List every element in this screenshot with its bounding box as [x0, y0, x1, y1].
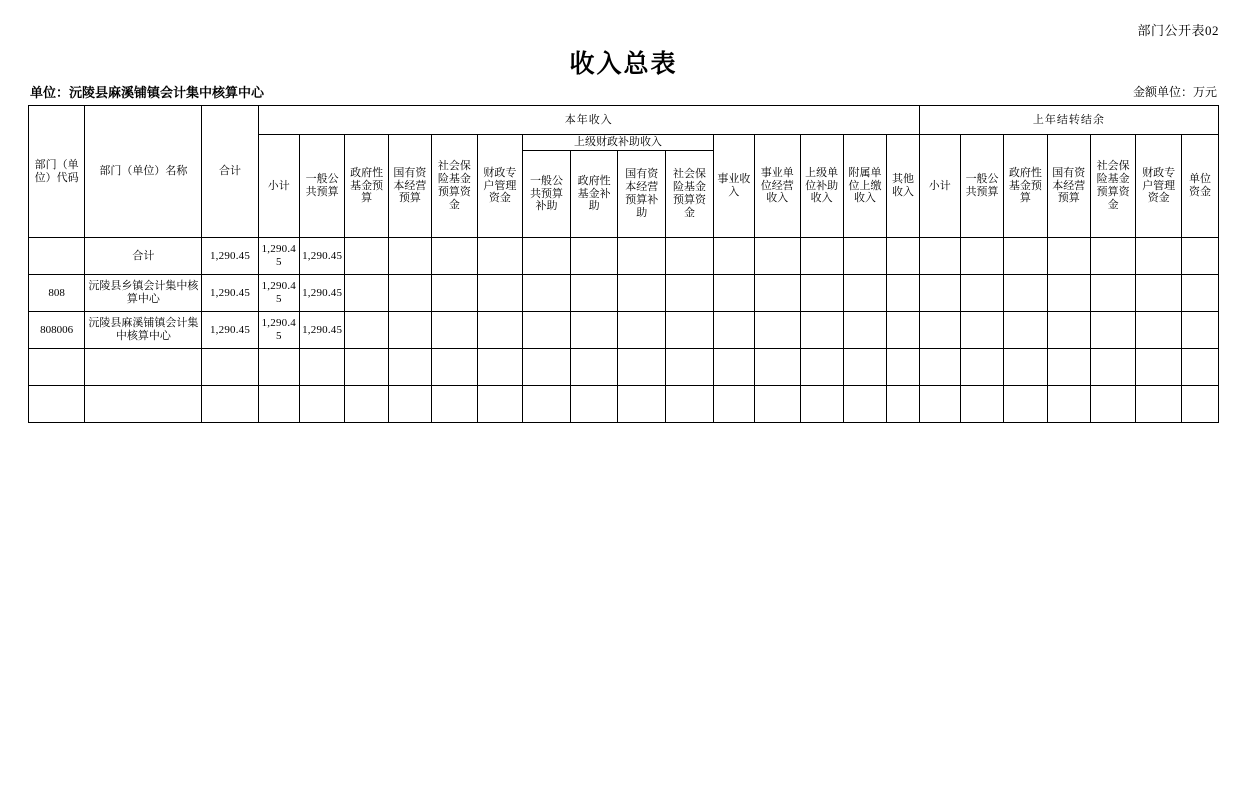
cell-dept-name	[85, 386, 202, 423]
cell-cy-general-budget: 1,290.45	[299, 312, 345, 349]
cell-co-state-capital	[1047, 349, 1090, 386]
header-group-superior-subsidy: 上级财政补助收入	[523, 135, 714, 151]
cell-cy-social-insurance	[432, 238, 478, 275]
cell-ss-gov-fund	[570, 275, 618, 312]
cell-co-general-budget	[960, 275, 1003, 312]
header-cy-state-capital-budget: 国有资本经营预算	[388, 135, 431, 238]
cell-dept-code	[29, 386, 85, 423]
cell-dept-code	[29, 238, 85, 275]
cell-total: 1,290.45	[202, 312, 258, 349]
header-group-carryover: 上年结转结余	[919, 106, 1218, 135]
cell-cy-fiscal-account	[477, 386, 523, 423]
header-cy-fiscal-account-fund: 财政专户管理资金	[477, 135, 523, 238]
income-summary-table	[28, 105, 1219, 423]
cell-affiliated-payment	[843, 275, 886, 312]
cell-business-income	[713, 275, 754, 312]
cell-cy-fiscal-account	[477, 312, 523, 349]
cell-superior-unit-subsidy	[800, 386, 843, 423]
header-cy-business-income: 事业收入	[713, 135, 754, 238]
cell-business-income	[713, 386, 754, 423]
cell-ss-general	[523, 349, 571, 386]
cell-superior-unit-subsidy	[800, 275, 843, 312]
cell-co-unit-fund	[1181, 275, 1218, 312]
cell-cy-gov-fund	[345, 275, 388, 312]
cell-other-income	[887, 349, 920, 386]
header-total: 合计	[202, 106, 258, 238]
header-cy-social-insurance-fund: 社会保险基金预算资金	[432, 135, 478, 238]
cell-ss-state-capital	[618, 312, 666, 349]
cell-cy-state-capital	[388, 238, 431, 275]
cell-ss-gov-fund	[570, 238, 618, 275]
cell-cy-general-budget: 1,290.45	[299, 275, 345, 312]
cell-co-subtotal	[919, 275, 960, 312]
cell-affiliated-payment	[843, 349, 886, 386]
header-cy-affiliated-unit-payment: 附属单位上缴收入	[843, 135, 886, 238]
header-cy-other-income: 其他收入	[887, 135, 920, 238]
cell-cy-gov-fund	[345, 349, 388, 386]
cell-co-general-budget	[960, 349, 1003, 386]
header-co-gov-fund-budget: 政府性基金预算	[1004, 135, 1047, 238]
header-dept-name: 部门（单位）名称	[85, 106, 202, 238]
cell-co-unit-fund	[1181, 349, 1218, 386]
cell-ss-general	[523, 386, 571, 423]
cell-superior-unit-subsidy	[800, 238, 843, 275]
cell-cy-fiscal-account	[477, 349, 523, 386]
cell-ss-gov-fund	[570, 312, 618, 349]
cell-co-gov-fund	[1004, 312, 1047, 349]
amount-unit-label: 金额单位：万元	[1132, 85, 1217, 99]
cell-co-general-budget	[960, 386, 1003, 423]
cell-co-unit-fund	[1181, 386, 1218, 423]
cell-ss-gov-fund	[570, 386, 618, 423]
header-ss-gov-fund-subsidy: 政府性基金补助	[570, 150, 618, 237]
cell-co-social-insurance	[1090, 275, 1136, 312]
cell-business-operating	[754, 238, 800, 275]
cell-cy-general-budget: 1,290.45	[299, 238, 345, 275]
cell-dept-code: 808	[29, 275, 85, 312]
cell-co-state-capital	[1047, 312, 1090, 349]
cell-dept-code	[29, 349, 85, 386]
header-co-general-budget: 一般公共预算	[960, 135, 1003, 238]
header-cy-business-operating-income: 事业单位经营收入	[754, 135, 800, 238]
table-row	[29, 349, 1219, 386]
cell-cy-subtotal: 1,290.45	[258, 312, 299, 349]
cell-ss-social-insurance	[666, 386, 714, 423]
cell-business-income	[713, 238, 754, 275]
cell-co-fiscal-account	[1136, 238, 1182, 275]
table-row	[29, 312, 1219, 349]
cell-superior-unit-subsidy	[800, 312, 843, 349]
header-cy-superior-unit-subsidy: 上级单位补助收入	[800, 135, 843, 238]
cell-co-unit-fund	[1181, 312, 1218, 349]
unit-name-label: 单位：沅陵县麻溪铺镇会计集中核算中心	[30, 85, 265, 100]
cell-total	[202, 349, 258, 386]
header-ss-social-insurance-fund: 社会保险基金预算资金	[666, 150, 714, 237]
header-co-social-insurance-fund: 社会保险基金预算资金	[1090, 135, 1136, 238]
cell-cy-subtotal: 1,290.45	[258, 275, 299, 312]
header-co-fiscal-account-fund: 财政专户管理资金	[1136, 135, 1182, 238]
header-cy-gov-fund-budget: 政府性基金预算	[345, 135, 388, 238]
form-number-label: 部门公开表02	[1137, 23, 1219, 38]
cell-ss-state-capital	[618, 238, 666, 275]
cell-ss-general	[523, 275, 571, 312]
table-body	[29, 238, 1219, 423]
cell-ss-state-capital	[618, 275, 666, 312]
cell-co-subtotal	[919, 312, 960, 349]
cell-superior-unit-subsidy	[800, 349, 843, 386]
cell-total: 1,290.45	[202, 238, 258, 275]
cell-ss-social-insurance	[666, 238, 714, 275]
cell-affiliated-payment	[843, 312, 886, 349]
header-group-current-year: 本年收入	[258, 106, 919, 135]
cell-co-fiscal-account	[1136, 349, 1182, 386]
cell-cy-subtotal	[258, 349, 299, 386]
header-dept-code: 部门（单位）代码	[29, 106, 85, 238]
cell-affiliated-payment	[843, 238, 886, 275]
cell-co-state-capital	[1047, 275, 1090, 312]
cell-dept-name: 沅陵县乡镇会计集中核算中心	[85, 275, 202, 312]
cell-cy-social-insurance	[432, 349, 478, 386]
cell-other-income	[887, 312, 920, 349]
cell-cy-social-insurance	[432, 275, 478, 312]
cell-ss-social-insurance	[666, 349, 714, 386]
cell-co-state-capital	[1047, 238, 1090, 275]
cell-co-fiscal-account	[1136, 312, 1182, 349]
cell-co-general-budget	[960, 238, 1003, 275]
cell-cy-state-capital	[388, 275, 431, 312]
header-cy-general-budget: 一般公共预算	[299, 135, 345, 238]
cell-co-social-insurance	[1090, 349, 1136, 386]
cell-dept-name: 合计	[85, 238, 202, 275]
cell-cy-state-capital	[388, 386, 431, 423]
cell-cy-general-budget	[299, 349, 345, 386]
cell-co-unit-fund	[1181, 238, 1218, 275]
cell-cy-social-insurance	[432, 386, 478, 423]
cell-business-operating	[754, 312, 800, 349]
cell-cy-subtotal	[258, 386, 299, 423]
header-co-unit-fund: 单位资金	[1181, 135, 1218, 238]
cell-total: 1,290.45	[202, 275, 258, 312]
header-ss-state-capital-subsidy: 国有资本经营预算补助	[618, 150, 666, 237]
cell-co-subtotal	[919, 238, 960, 275]
table-row	[29, 386, 1219, 423]
cell-ss-social-insurance	[666, 312, 714, 349]
cell-cy-gov-fund	[345, 312, 388, 349]
cell-ss-social-insurance	[666, 275, 714, 312]
cell-dept-name	[85, 349, 202, 386]
cell-business-operating	[754, 275, 800, 312]
cell-cy-state-capital	[388, 349, 431, 386]
cell-co-subtotal	[919, 349, 960, 386]
cell-co-social-insurance	[1090, 386, 1136, 423]
cell-co-gov-fund	[1004, 349, 1047, 386]
cell-other-income	[887, 386, 920, 423]
page-title: 收入总表	[569, 51, 678, 78]
cell-co-fiscal-account	[1136, 275, 1182, 312]
cell-cy-general-budget	[299, 386, 345, 423]
cell-ss-gov-fund	[570, 349, 618, 386]
cell-other-income	[887, 238, 920, 275]
cell-co-gov-fund	[1004, 238, 1047, 275]
cell-ss-state-capital	[618, 386, 666, 423]
cell-co-general-budget	[960, 312, 1003, 349]
cell-business-operating	[754, 386, 800, 423]
cell-co-social-insurance	[1090, 238, 1136, 275]
cell-co-fiscal-account	[1136, 386, 1182, 423]
cell-cy-social-insurance	[432, 312, 478, 349]
table-row	[29, 238, 1219, 275]
cell-cy-fiscal-account	[477, 275, 523, 312]
cell-cy-state-capital	[388, 312, 431, 349]
cell-cy-gov-fund	[345, 238, 388, 275]
cell-ss-general	[523, 238, 571, 275]
cell-dept-name: 沅陵县麻溪铺镇会计集中核算中心	[85, 312, 202, 349]
header-ss-general-budget-subsidy: 一般公共预算补助	[523, 150, 571, 237]
cell-co-state-capital	[1047, 386, 1090, 423]
cell-co-social-insurance	[1090, 312, 1136, 349]
cell-other-income	[887, 275, 920, 312]
cell-cy-fiscal-account	[477, 238, 523, 275]
cell-ss-general	[523, 312, 571, 349]
cell-co-gov-fund	[1004, 275, 1047, 312]
cell-business-income	[713, 312, 754, 349]
cell-business-operating	[754, 349, 800, 386]
cell-cy-gov-fund	[345, 386, 388, 423]
cell-dept-code: 808006	[29, 312, 85, 349]
cell-cy-subtotal: 1,290.45	[258, 238, 299, 275]
cell-co-gov-fund	[1004, 386, 1047, 423]
header-co-state-capital-budget: 国有资本经营预算	[1047, 135, 1090, 238]
cell-affiliated-payment	[843, 386, 886, 423]
cell-ss-state-capital	[618, 349, 666, 386]
cell-total	[202, 386, 258, 423]
header-cy-subtotal: 小计	[258, 135, 299, 238]
header-co-subtotal: 小计	[919, 135, 960, 238]
table-row	[29, 275, 1219, 312]
cell-co-subtotal	[919, 386, 960, 423]
cell-business-income	[713, 349, 754, 386]
